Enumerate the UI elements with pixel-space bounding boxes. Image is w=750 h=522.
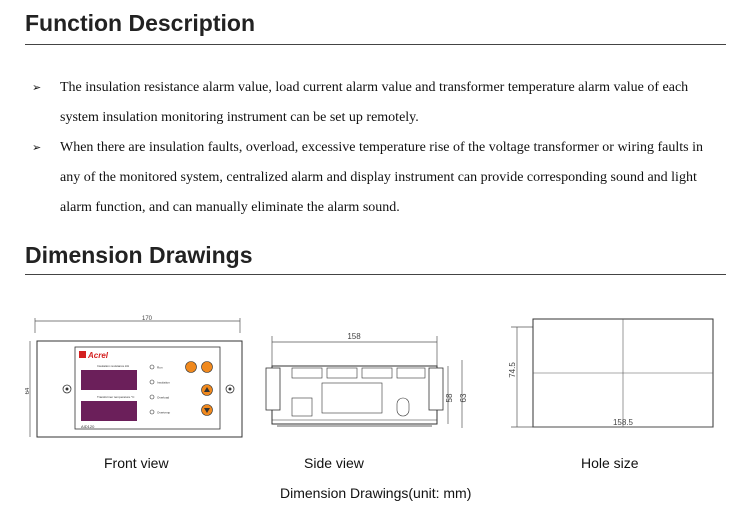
side-view-caption: Side view [304, 455, 364, 471]
bullet-item [32, 133, 722, 223]
bullet-text: The insulation resistance alarm value, load current alarm value and transformer temperature alarm value of each system insulation monitoring instrument can be set up remotely. [60, 80, 689, 125]
arrow-bullet-icon: ➢ [32, 141, 42, 154]
model-label: AID120 [81, 424, 95, 429]
display-top-label: Insulation resistance kΩ [97, 364, 129, 368]
hole-size-caption: Hole size [581, 455, 639, 471]
front-view-caption: Front view [104, 455, 169, 471]
title-divider [25, 44, 726, 45]
brand-logo: Acrel [88, 351, 109, 360]
side-view-drawing [262, 328, 482, 438]
svg-text:Overtemp: Overtemp [157, 410, 171, 415]
hole-height-label: 74.5 [508, 362, 517, 378]
side-inner-height-label: 58 [445, 393, 454, 403]
front-width-label: 170 [141, 316, 153, 322]
svg-text:Insulation: Insulation [157, 380, 170, 385]
bullet-text: When there are insulation faults, overload, excessive temperature rise of the voltage transformer or wiring faults in any of the monitored system, centralized alarm and display instrument can provide corresponding sound and light alarm function, and can manually eliminate the alarm sound. [60, 140, 703, 215]
dimension-drawings-title: Dimension Drawings [25, 242, 253, 268]
side-width-label: 158 [347, 332, 361, 341]
arrow-bullet-icon: ➢ [32, 81, 42, 94]
title-divider [25, 274, 726, 275]
bullet-item [32, 73, 722, 133]
side-outer-height-label: 63 [459, 393, 468, 403]
svg-text:Run: Run [157, 365, 163, 370]
hole-width-label: 158.5 [612, 418, 634, 427]
front-view-drawing [25, 315, 255, 445]
front-height-label: 64 [25, 387, 31, 395]
svg-text:Overload: Overload [157, 395, 170, 400]
hole-size-drawing [505, 315, 730, 440]
function-description-title: Function Description [25, 10, 255, 36]
dimension-drawings-caption: Dimension Drawings(unit: mm) [280, 485, 472, 501]
display-bottom-label: Transformer temperature °C [97, 395, 135, 399]
